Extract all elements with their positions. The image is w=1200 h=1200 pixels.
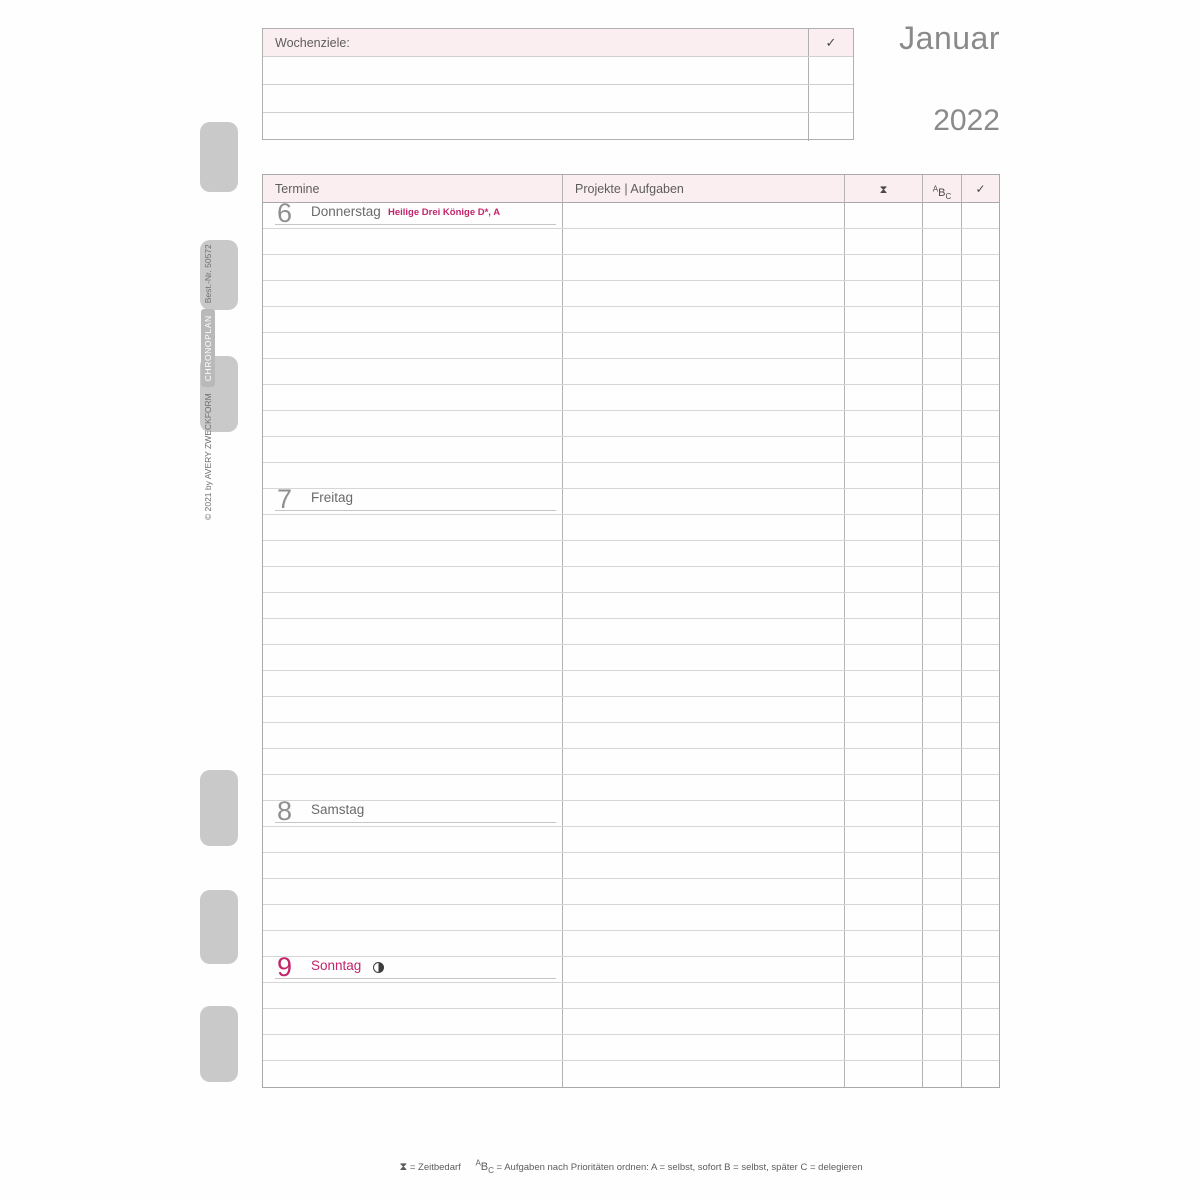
weekly-goals-header-row [263,29,853,57]
entry-row[interactable] [263,1061,999,1087]
appointments-cell[interactable] [263,281,563,306]
entry-row[interactable] [263,775,999,801]
binder-holes [200,0,240,1200]
appointments-cell[interactable] [263,905,563,930]
priority-cell[interactable] [923,723,962,748]
abc-glyph [475,1158,494,1175]
priority-cell[interactable] [923,853,962,878]
priority-cell[interactable] [923,541,962,566]
projects-cell[interactable] [563,203,845,228]
check-icon: ✓ [825,34,837,50]
projects-cell[interactable] [563,567,845,592]
moon-phase-icon [373,962,384,973]
priority-cell[interactable] [923,567,962,592]
done-cell[interactable] [962,437,999,462]
time-cell[interactable] [845,749,923,774]
entry-row[interactable] [263,567,999,593]
priority-cell[interactable] [923,385,962,410]
entry-row[interactable] [263,1035,999,1061]
entry-row[interactable] [263,853,999,879]
time-cell[interactable] [845,229,923,254]
priority-cell[interactable] [923,411,962,436]
projects-cell[interactable] [563,515,845,540]
time-cell[interactable] [845,463,923,488]
entry-row[interactable] [263,879,999,905]
done-cell[interactable] [962,827,999,852]
projects-cell[interactable] [563,1035,845,1060]
priority-cell[interactable] [923,1009,962,1034]
day-header-row [263,198,999,229]
time-cell[interactable] [845,645,923,670]
priority-cell[interactable] [923,957,962,982]
time-cell[interactable] [845,1061,923,1087]
weekly-goals-row[interactable] [263,85,853,113]
time-cell[interactable] [845,723,923,748]
done-cell[interactable] [962,255,999,280]
time-cell[interactable] [845,307,923,332]
abc-b: B [480,1160,489,1173]
day-name: Donnerstag [311,204,381,219]
entry-row[interactable] [263,983,999,1009]
projects-cell[interactable] [563,905,845,930]
appointments-cell[interactable] [263,411,563,436]
abc-a: A [475,1158,481,1167]
entry-row[interactable] [263,541,999,567]
projects-cell[interactable] [563,853,845,878]
priority-cell[interactable] [923,749,962,774]
time-cell[interactable] [845,671,923,696]
done-cell[interactable] [962,489,999,514]
order-number: Best.-Nr. 50572 [203,244,213,304]
entry-row[interactable] [263,463,999,489]
appointments-cell[interactable] [263,697,563,722]
time-cell[interactable] [845,281,923,306]
priority-cell[interactable] [923,801,962,826]
time-cell[interactable] [845,411,923,436]
entry-row[interactable] [263,931,999,957]
brand-label: CHRONOPLAN [201,309,215,387]
time-cell[interactable] [845,437,923,462]
time-cell[interactable] [845,593,923,618]
appointments-cell[interactable] [263,853,563,878]
entry-row[interactable] [263,385,999,411]
projects-cell[interactable] [563,619,845,644]
weekly-goals-row[interactable] [263,113,853,141]
footer-legend [262,1158,1000,1175]
binder-hole [200,890,238,964]
done-cell[interactable] [962,645,999,670]
appointments-cell[interactable] [263,1035,563,1060]
projects-cell[interactable] [563,957,845,982]
done-cell[interactable] [962,723,999,748]
done-cell[interactable] [962,983,999,1008]
entry-row[interactable] [263,437,999,463]
appointments-cell[interactable] [263,796,563,826]
done-check-header: ✓ [975,182,986,196]
done-cell[interactable] [962,957,999,982]
done-cell[interactable] [962,307,999,332]
priority-cell[interactable] [923,827,962,852]
day-name: Sonntag [311,958,362,973]
day-name: Samstag [311,802,365,817]
time-cell[interactable] [845,1035,923,1060]
weekly-goals-checkbox[interactable] [809,57,853,84]
appointments-cell[interactable] [263,567,563,592]
appointments-cell[interactable] [263,437,563,462]
appointments-cell[interactable] [263,198,563,228]
done-cell[interactable] [962,359,999,384]
appointments-cell[interactable] [263,385,563,410]
priority-cell[interactable] [923,281,962,306]
day-number: 9 [277,952,293,982]
entry-row[interactable] [263,307,999,333]
done-cell[interactable] [962,905,999,930]
done-cell[interactable] [962,749,999,774]
projects-cell[interactable] [563,333,845,358]
appointments-cell[interactable] [263,775,563,800]
projects-cell[interactable] [563,827,845,852]
appointments-cell[interactable] [263,593,563,618]
appointments-cell[interactable] [263,359,563,384]
time-cell[interactable] [845,333,923,358]
time-cell[interactable] [845,905,923,930]
entry-row[interactable] [263,749,999,775]
copyright-text: © 2021 by AVERY ZWECKFORM [203,393,213,520]
projects-cell[interactable] [563,463,845,488]
time-cell[interactable] [845,255,923,280]
time-cell[interactable] [845,853,923,878]
time-cell[interactable] [845,359,923,384]
weekly-goals-checkbox[interactable] [809,113,853,141]
projects-cell[interactable] [563,749,845,774]
time-cell[interactable] [845,385,923,410]
col-header-projects-label: Projekte | Aufgaben [575,182,684,196]
entry-row[interactable] [263,905,999,931]
day-underline [275,822,556,823]
priority-cell[interactable] [923,307,962,332]
abc-a: A [932,184,939,193]
day-number: 8 [277,796,293,826]
projects-cell[interactable] [563,541,845,566]
weekly-goals-title: Wochenziele: [263,29,809,56]
priority-cell[interactable] [923,437,962,462]
done-cell[interactable] [962,671,999,696]
appointments-cell[interactable] [263,952,563,982]
time-cell[interactable] [845,541,923,566]
priority-cell[interactable] [923,1061,962,1087]
day-header-row [263,796,999,827]
priority-cell[interactable] [923,879,962,904]
year-label: 2022 [933,104,1000,137]
time-cell[interactable] [845,697,923,722]
priority-cell[interactable] [923,697,962,722]
done-cell[interactable] [962,801,999,826]
holiday-note: Heilige Drei Könige D*, A [388,207,501,218]
day-header-row [263,484,999,515]
appointments-cell[interactable] [263,333,563,358]
done-cell[interactable] [962,515,999,540]
done-cell[interactable] [962,775,999,800]
col-header-appointments [263,175,563,202]
done-cell[interactable] [962,229,999,254]
hourglass-glyph: ⧗ [879,184,888,196]
projects-cell[interactable] [563,255,845,280]
projects-cell[interactable] [563,775,845,800]
day-underline [275,510,556,511]
abc-c: C [945,191,952,201]
abc-glyph [932,184,952,201]
entry-row[interactable] [263,359,999,385]
appointments-cell[interactable] [263,541,563,566]
time-cell[interactable] [845,827,923,852]
done-cell[interactable] [962,333,999,358]
entry-row[interactable] [263,671,999,697]
entry-row[interactable] [263,1009,999,1035]
priority-cell[interactable] [923,1035,962,1060]
priority-cell[interactable] [923,931,962,956]
priority-cell[interactable] [923,645,962,670]
projects-cell[interactable] [563,983,845,1008]
appointments-cell[interactable] [263,723,563,748]
done-cell[interactable] [962,203,999,228]
hourglass-icon [845,175,923,202]
day-number: 6 [277,198,293,228]
done-cell[interactable] [962,619,999,644]
day-number: 7 [277,484,293,514]
time-cell[interactable] [845,983,923,1008]
done-cell[interactable] [962,1009,999,1034]
abc-b: B [938,186,946,199]
hourglass-icon: ⧗ [399,1160,408,1173]
time-cell[interactable] [845,801,923,826]
projects-cell[interactable] [563,385,845,410]
appointments-cell[interactable] [263,827,563,852]
entry-row[interactable] [263,723,999,749]
projects-cell[interactable] [563,879,845,904]
priority-cell[interactable] [923,359,962,384]
entry-row[interactable] [263,645,999,671]
time-cell[interactable] [845,957,923,982]
appointments-cell[interactable] [263,671,563,696]
time-cell[interactable] [845,489,923,514]
done-cell[interactable] [962,385,999,410]
appointments-cell[interactable] [263,619,563,644]
appointments-cell[interactable] [263,463,563,488]
day-name: Freitag [311,490,354,505]
priority-cell[interactable] [923,983,962,1008]
entry-row[interactable] [263,281,999,307]
priority-cell[interactable] [923,671,962,696]
time-cell[interactable] [845,1009,923,1034]
weekly-goals-input[interactable] [263,85,809,112]
binder-hole [200,770,238,846]
day-header-row [263,952,999,983]
projects-cell[interactable] [563,593,845,618]
appointments-cell[interactable] [263,931,563,956]
done-cell[interactable] [962,541,999,566]
weekly-goals-input[interactable] [263,57,809,84]
appointments-cell[interactable] [263,307,563,332]
projects-cell[interactable] [563,801,845,826]
legend-time-text: = Zeitbedarf [409,1161,461,1173]
projects-cell[interactable] [563,931,845,956]
entry-row[interactable] [263,229,999,255]
legend-abc [475,1158,863,1175]
month-title: Januar [899,20,1000,56]
abc-priority-header [923,175,962,202]
priority-cell[interactable] [923,255,962,280]
entry-row[interactable] [263,255,999,281]
time-cell[interactable] [845,567,923,592]
entry-row[interactable] [263,515,999,541]
done-cell[interactable] [962,931,999,956]
priority-cell[interactable] [923,333,962,358]
time-cell[interactable] [845,515,923,540]
time-cell[interactable] [845,619,923,644]
projects-cell[interactable] [563,1061,845,1087]
done-cell[interactable] [962,1061,999,1087]
weekly-goals-box[interactable] [262,28,854,140]
done-cell[interactable] [962,567,999,592]
priority-cell[interactable] [923,905,962,930]
entry-row[interactable] [263,827,999,853]
done-cell[interactable] [962,1035,999,1060]
projects-cell[interactable] [563,437,845,462]
col-header-appointments-label: Termine [275,182,320,196]
margin-brand-text [196,244,220,520]
priority-cell[interactable] [923,515,962,540]
projects-cell[interactable] [563,281,845,306]
projects-cell[interactable] [563,489,845,514]
week-grid [262,174,1000,1088]
priority-cell[interactable] [923,619,962,644]
projects-cell[interactable] [563,359,845,384]
done-cell[interactable] [962,853,999,878]
appointments-cell[interactable] [263,255,563,280]
grid-header-row [263,175,999,203]
projects-cell[interactable] [563,723,845,748]
weekly-goals-checkbox[interactable] [809,85,853,112]
priority-cell[interactable] [923,775,962,800]
done-cell[interactable] [962,463,999,488]
appointments-cell[interactable] [263,229,563,254]
col-header-projects [563,175,845,202]
entry-row[interactable] [263,411,999,437]
projects-cell[interactable] [563,645,845,670]
legend-time [399,1162,463,1173]
projects-cell[interactable] [563,307,845,332]
done-cell[interactable] [962,697,999,722]
entry-row[interactable] [263,593,999,619]
appointments-cell[interactable] [263,484,563,514]
appointments-cell[interactable] [263,879,563,904]
done-cell[interactable] [962,593,999,618]
projects-cell[interactable] [563,1009,845,1034]
time-cell[interactable] [845,775,923,800]
entry-row[interactable] [263,619,999,645]
projects-cell[interactable] [563,411,845,436]
priority-cell[interactable] [923,489,962,514]
appointments-cell[interactable] [263,749,563,774]
time-cell[interactable] [845,931,923,956]
legend-abc-text: = Aufgaben nach Prioritäten ordnen: A = selbst, sofort B = selbst, später C = delegieren [496,1161,863,1173]
abc-c: C [488,1165,494,1175]
time-cell[interactable] [845,879,923,904]
done-cell[interactable] [962,879,999,904]
appointments-cell[interactable] [263,1009,563,1034]
appointments-cell[interactable] [263,515,563,540]
priority-cell[interactable] [923,463,962,488]
priority-cell[interactable] [923,229,962,254]
day-underline [275,224,556,225]
entry-row[interactable] [263,697,999,723]
appointments-cell[interactable] [263,983,563,1008]
done-cell[interactable] [962,281,999,306]
binder-hole [200,122,238,192]
projects-cell[interactable] [563,697,845,722]
entry-row[interactable] [263,333,999,359]
priority-cell[interactable] [923,203,962,228]
binder-hole [200,1006,238,1082]
priority-cell[interactable] [923,593,962,618]
appointments-cell[interactable] [263,1061,563,1087]
time-cell[interactable] [845,203,923,228]
day-underline [275,978,556,979]
projects-cell[interactable] [563,229,845,254]
projects-cell[interactable] [563,671,845,696]
done-cell[interactable] [962,411,999,436]
weekly-goals-input[interactable] [263,113,809,141]
appointments-cell[interactable] [263,645,563,670]
weekly-goals-row[interactable] [263,57,853,85]
